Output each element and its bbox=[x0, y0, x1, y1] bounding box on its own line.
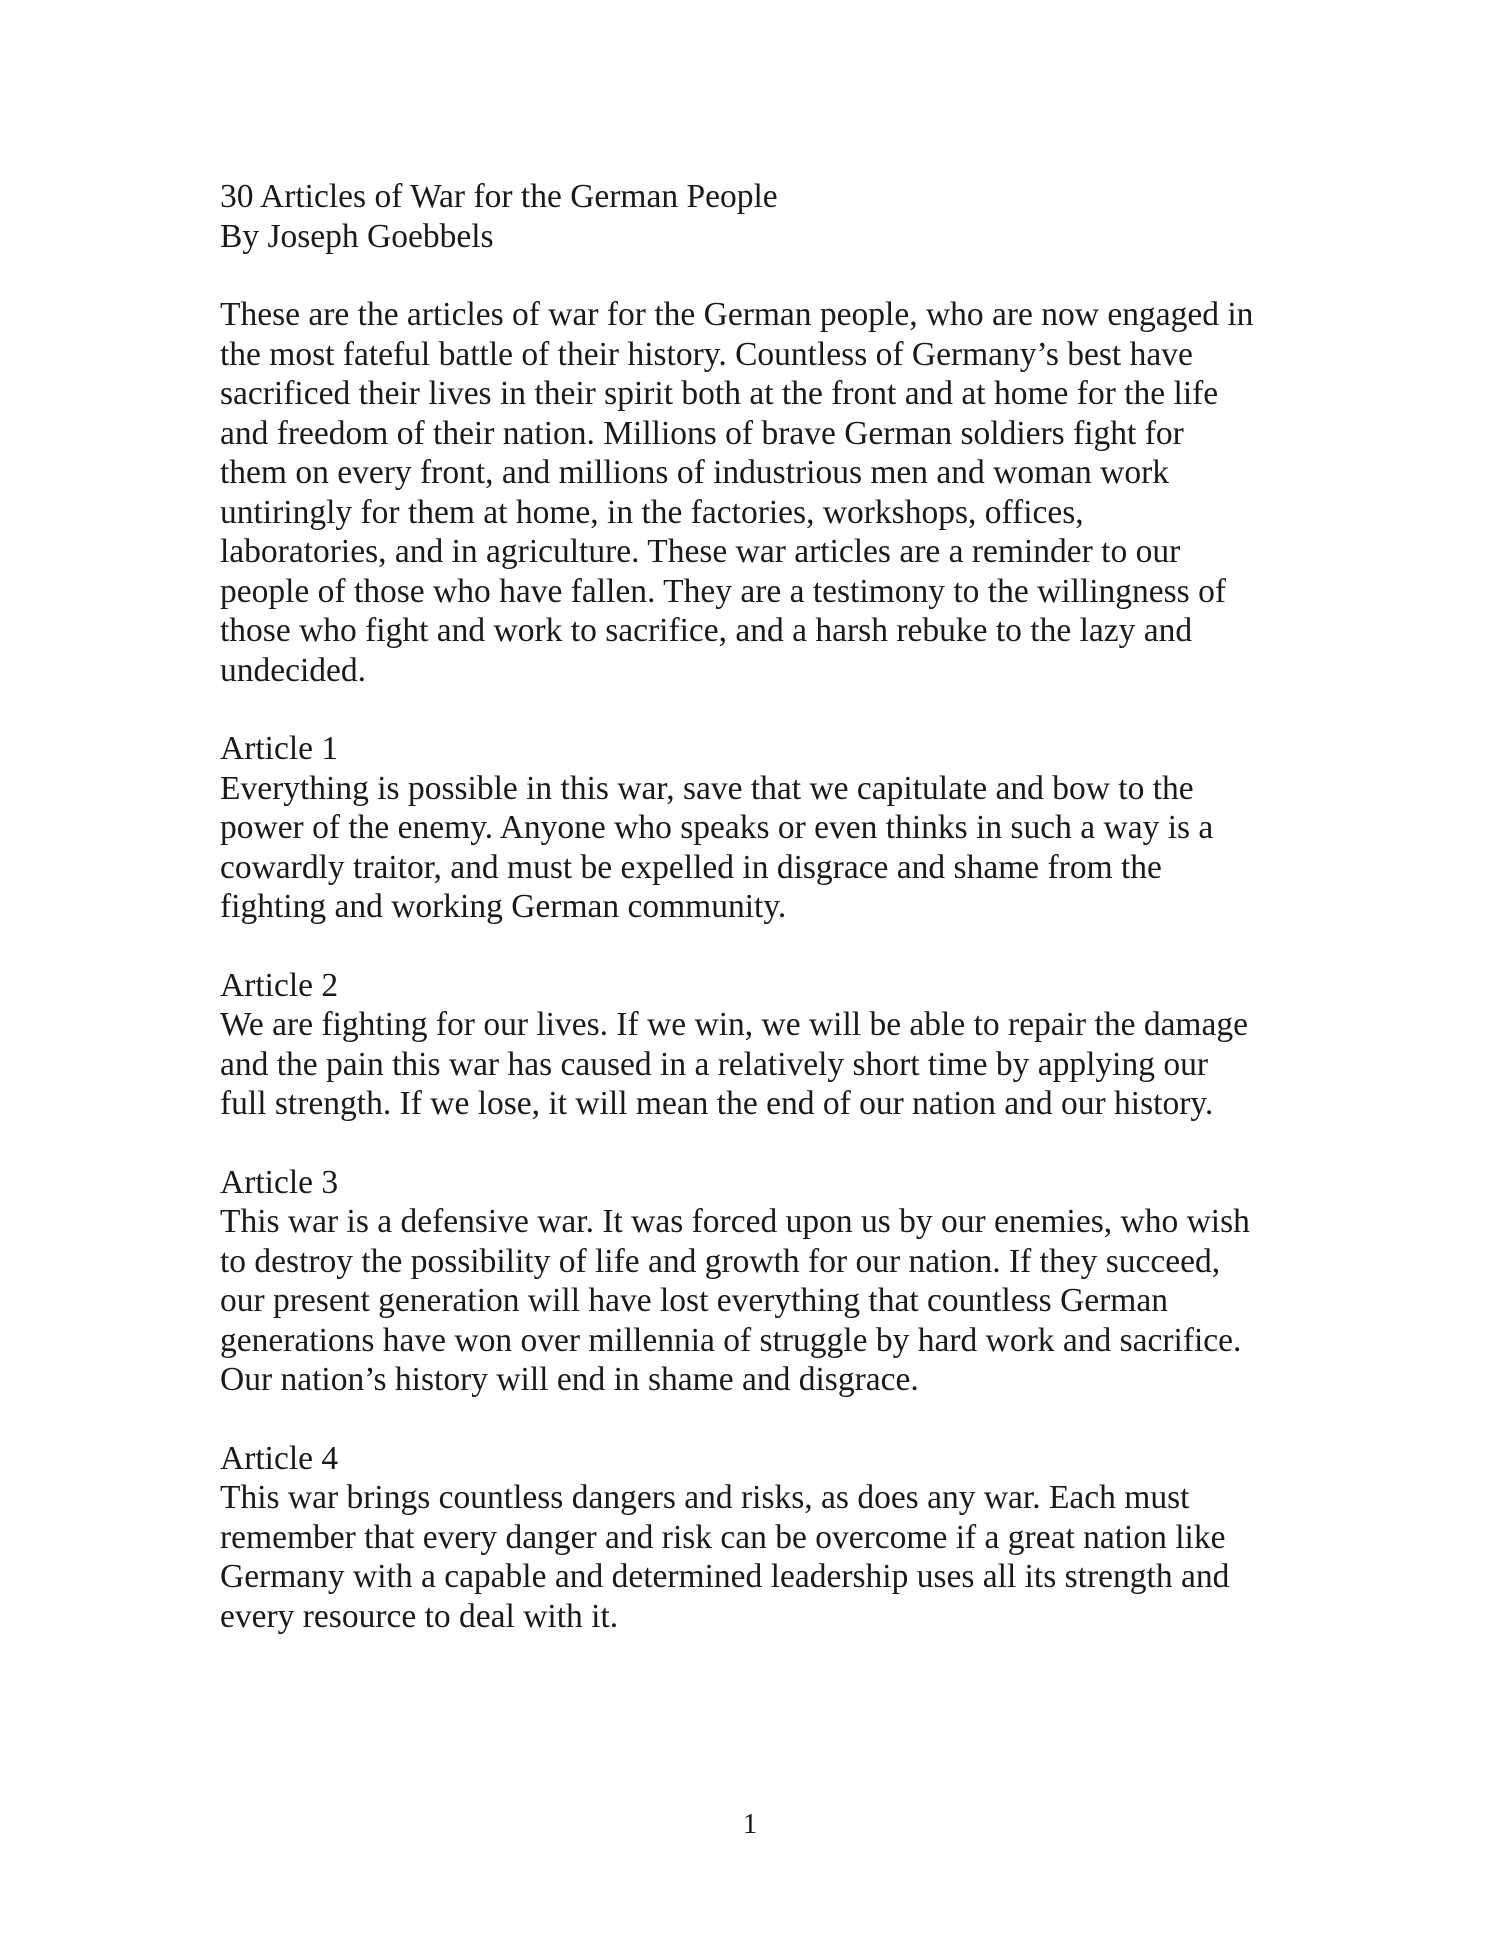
article-heading: Article 3 bbox=[220, 1163, 339, 1201]
article-heading: Article 4 bbox=[220, 1439, 339, 1477]
intro-line: undecided. bbox=[220, 651, 367, 689]
article-line: generations have won over millennia of struggle by hard work and sacrifice. bbox=[220, 1321, 1242, 1359]
article-line: to destroy the possibility of life and growth for our nation. If they succeed, bbox=[220, 1242, 1221, 1280]
page-content bbox=[220, 177, 1310, 1675]
article-4 bbox=[220, 1439, 1310, 1637]
article-1 bbox=[220, 729, 1310, 927]
document-title: 30 Articles of War for the German People bbox=[220, 178, 778, 215]
article-line: Our nation’s history will end in shame and disgrace. bbox=[220, 1361, 919, 1398]
page-number: 1 bbox=[742, 1808, 758, 1840]
intro-line: and freedom of their nation. Millions of brave German soldiers fight for bbox=[220, 414, 1184, 452]
intro-line: them on every front, and millions of industrious men and woman work bbox=[220, 454, 1170, 491]
article-line: power of the enemy. Anyone who speaks or even thinks in such a way is a bbox=[220, 809, 1214, 846]
intro-line: untiringly for them at home, in the factories, workshops, offices, bbox=[220, 493, 1084, 531]
intro-line: These are the articles of war for the German people, who are now engaged in bbox=[220, 296, 1254, 333]
article-line: every resource to deal with it. bbox=[220, 1597, 619, 1635]
article-line: This war is a defensive war. It was forced upon us by our enemies, who wish bbox=[220, 1203, 1250, 1240]
title-block bbox=[220, 177, 1310, 256]
article-line: fighting and working German community. bbox=[220, 888, 787, 925]
article-line: remember that every danger and risk can be overcome if a great nation like bbox=[220, 1518, 1226, 1556]
article-line: We are fighting for our lives. If we win, we will be able to repair the damage bbox=[220, 1006, 1248, 1043]
article-line: cowardly traitor, and must be expelled in disgrace and shame from the bbox=[220, 848, 1162, 886]
article-heading: Article 2 bbox=[220, 966, 339, 1004]
article-line: our present generation will have lost everything that countless German bbox=[220, 1282, 1168, 1319]
article-3 bbox=[220, 1163, 1310, 1400]
article-heading: Article 1 bbox=[220, 730, 339, 767]
article-line: full strength. If we lose, it will mean the end of our nation and our history. bbox=[220, 1085, 1214, 1122]
intro-line: people of those who have fallen. They are a testimony to the willingness of bbox=[220, 572, 1226, 610]
intro-line: laboratories, and in agriculture. These war articles are a reminder to our bbox=[220, 533, 1181, 570]
article-line: and the pain this war has caused in a relatively short time by applying our bbox=[220, 1045, 1208, 1083]
intro-line: the most fateful battle of their history. Countless of Germany’s best have bbox=[220, 335, 1193, 373]
document-author: By Joseph Goebbels bbox=[220, 217, 494, 255]
intro-line: those who fight and work to sacrifice, and a harsh rebuke to the lazy and bbox=[220, 612, 1193, 649]
article-line: Germany with a capable and determined leadership uses all its strength and bbox=[220, 1558, 1230, 1595]
article-line: Everything is possible in this war, save that we capitulate and bow to the bbox=[220, 769, 1194, 807]
intro-line: sacrificed their lives in their spirit both at the front and at home for the life bbox=[220, 375, 1219, 412]
intro-paragraph bbox=[220, 295, 1310, 690]
article-2 bbox=[220, 966, 1310, 1124]
article-line: This war brings countless dangers and risks, as does any war. Each must bbox=[220, 1479, 1190, 1516]
